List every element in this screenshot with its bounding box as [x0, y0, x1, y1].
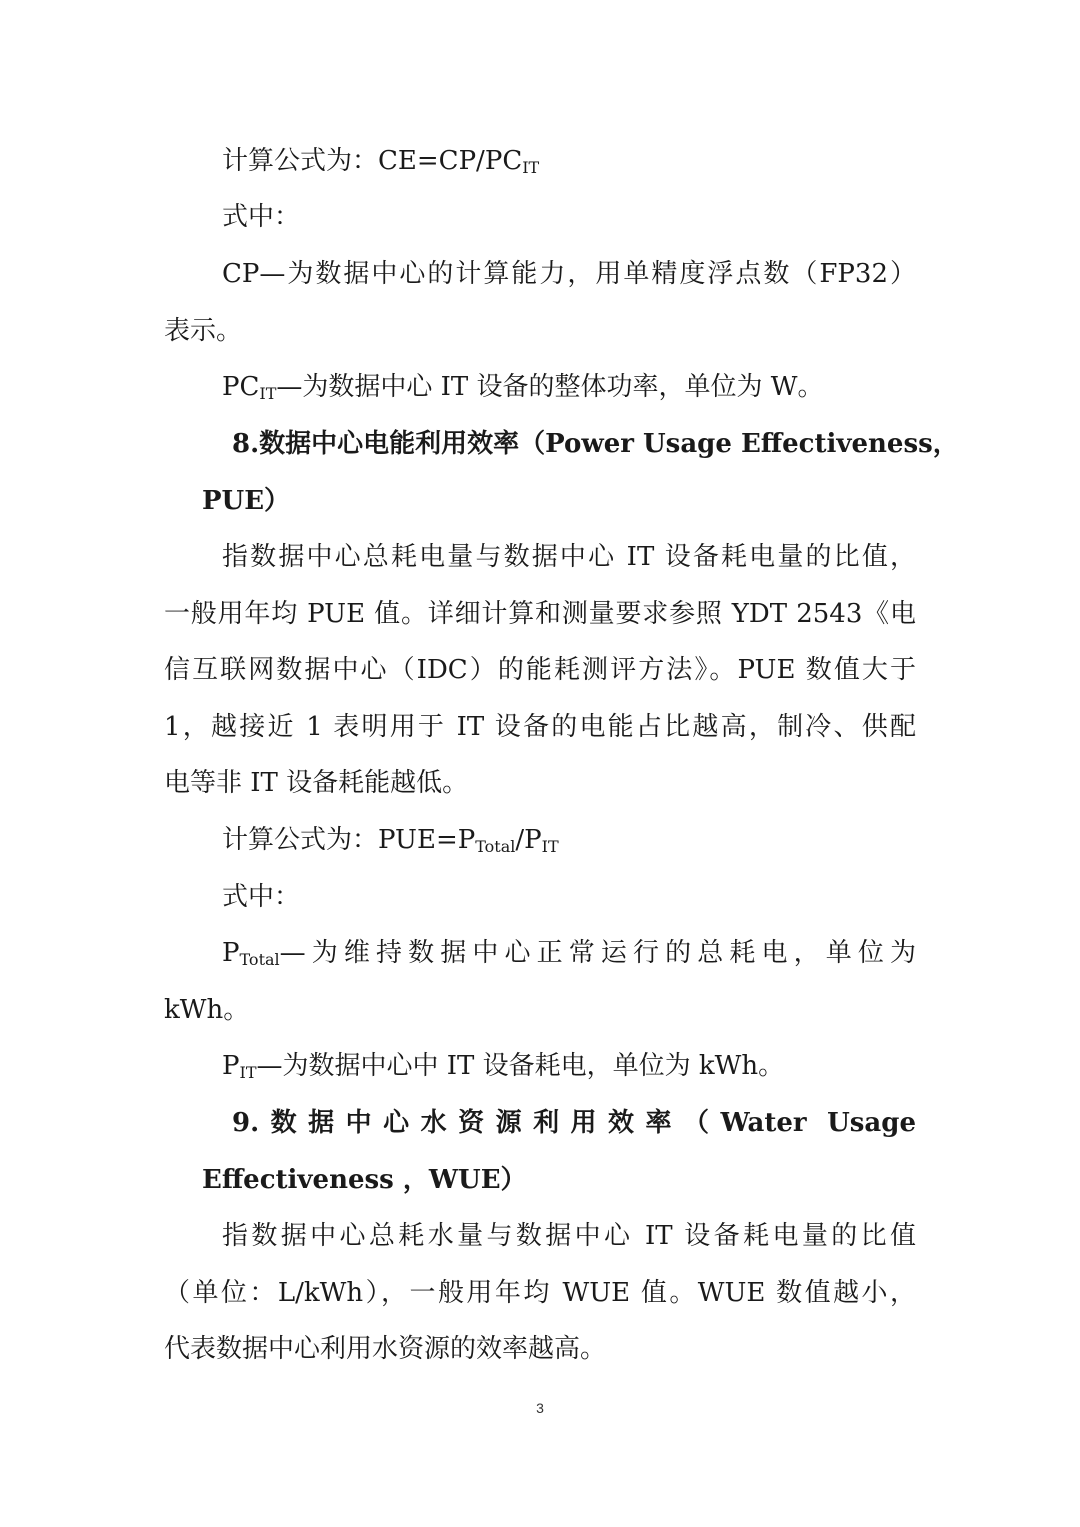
page-number: 3 — [536, 1400, 544, 1416]
pue-formula: 计算公式为：$PUE=P_{Total}/P_{IT}$ — [222, 825, 559, 856]
cp-definition: CP—为数据中心的计算能力，用单精度浮点数（FP32） — [222, 259, 916, 289]
pue-desc-line: 信互联网数据中心（IDC）的能耗测评方法》。PUE 数值大于 — [164, 655, 916, 685]
wue-heading-cont: Effectiveness ，WUE） — [202, 1165, 527, 1195]
wue-desc-line: （单位：L/kWh），一般用年均 WUE 值。WUE 数值越小， — [164, 1278, 916, 1308]
pit-definition: $P_{IT}—$为数据中心中 IT 设备耗电，单位为 kWh。 — [222, 1051, 785, 1082]
ce-formula: 计算公式为：$CE=CP/PC_{IT}$ — [222, 146, 540, 177]
pue-desc-line: 指数据中心总耗电量与数据中心 IT 设备耗电量的比值， — [222, 542, 916, 572]
ptotal-definition: $P_{Total}—$为维持数据中心正常运行的总耗电，单位为 — [222, 938, 916, 969]
wue-desc-line: 代表数据中心利用水资源的效率越高。 — [164, 1334, 607, 1364]
wue-desc-line: 指数据中心总耗水量与数据中心 IT 设备耗电量的比值 — [222, 1221, 916, 1251]
pue-desc-line: 一般用年均 PUE 值。详细计算和测量要求参照 YDT 2543《电 — [164, 599, 916, 629]
pcit-definition: $PC_{IT}—$为数据中心 IT 设备的整体功率，单位为 W。 — [222, 372, 824, 403]
ptotal-definition-cont: kWh。 — [164, 995, 250, 1025]
pue-heading: 8.数据中心电能利用效率（Power Usage Effectiveness， — [232, 429, 959, 459]
pue-heading-cont: PUE） — [202, 486, 291, 516]
pue-where-label: 式中： — [222, 882, 301, 912]
pue-desc-line: 电等非 IT 设备耗能越低。 — [164, 768, 469, 798]
pue-desc-line: 1，越接近 1 表明用于 IT 设备的电能占比越高，制冷、供配 — [164, 712, 916, 742]
wue-heading: 9.数据中心水资源利用效率（Water Usage — [232, 1108, 916, 1138]
ce-where-label: 式中： — [222, 202, 301, 232]
cp-definition-cont: 表示。 — [164, 316, 243, 346]
